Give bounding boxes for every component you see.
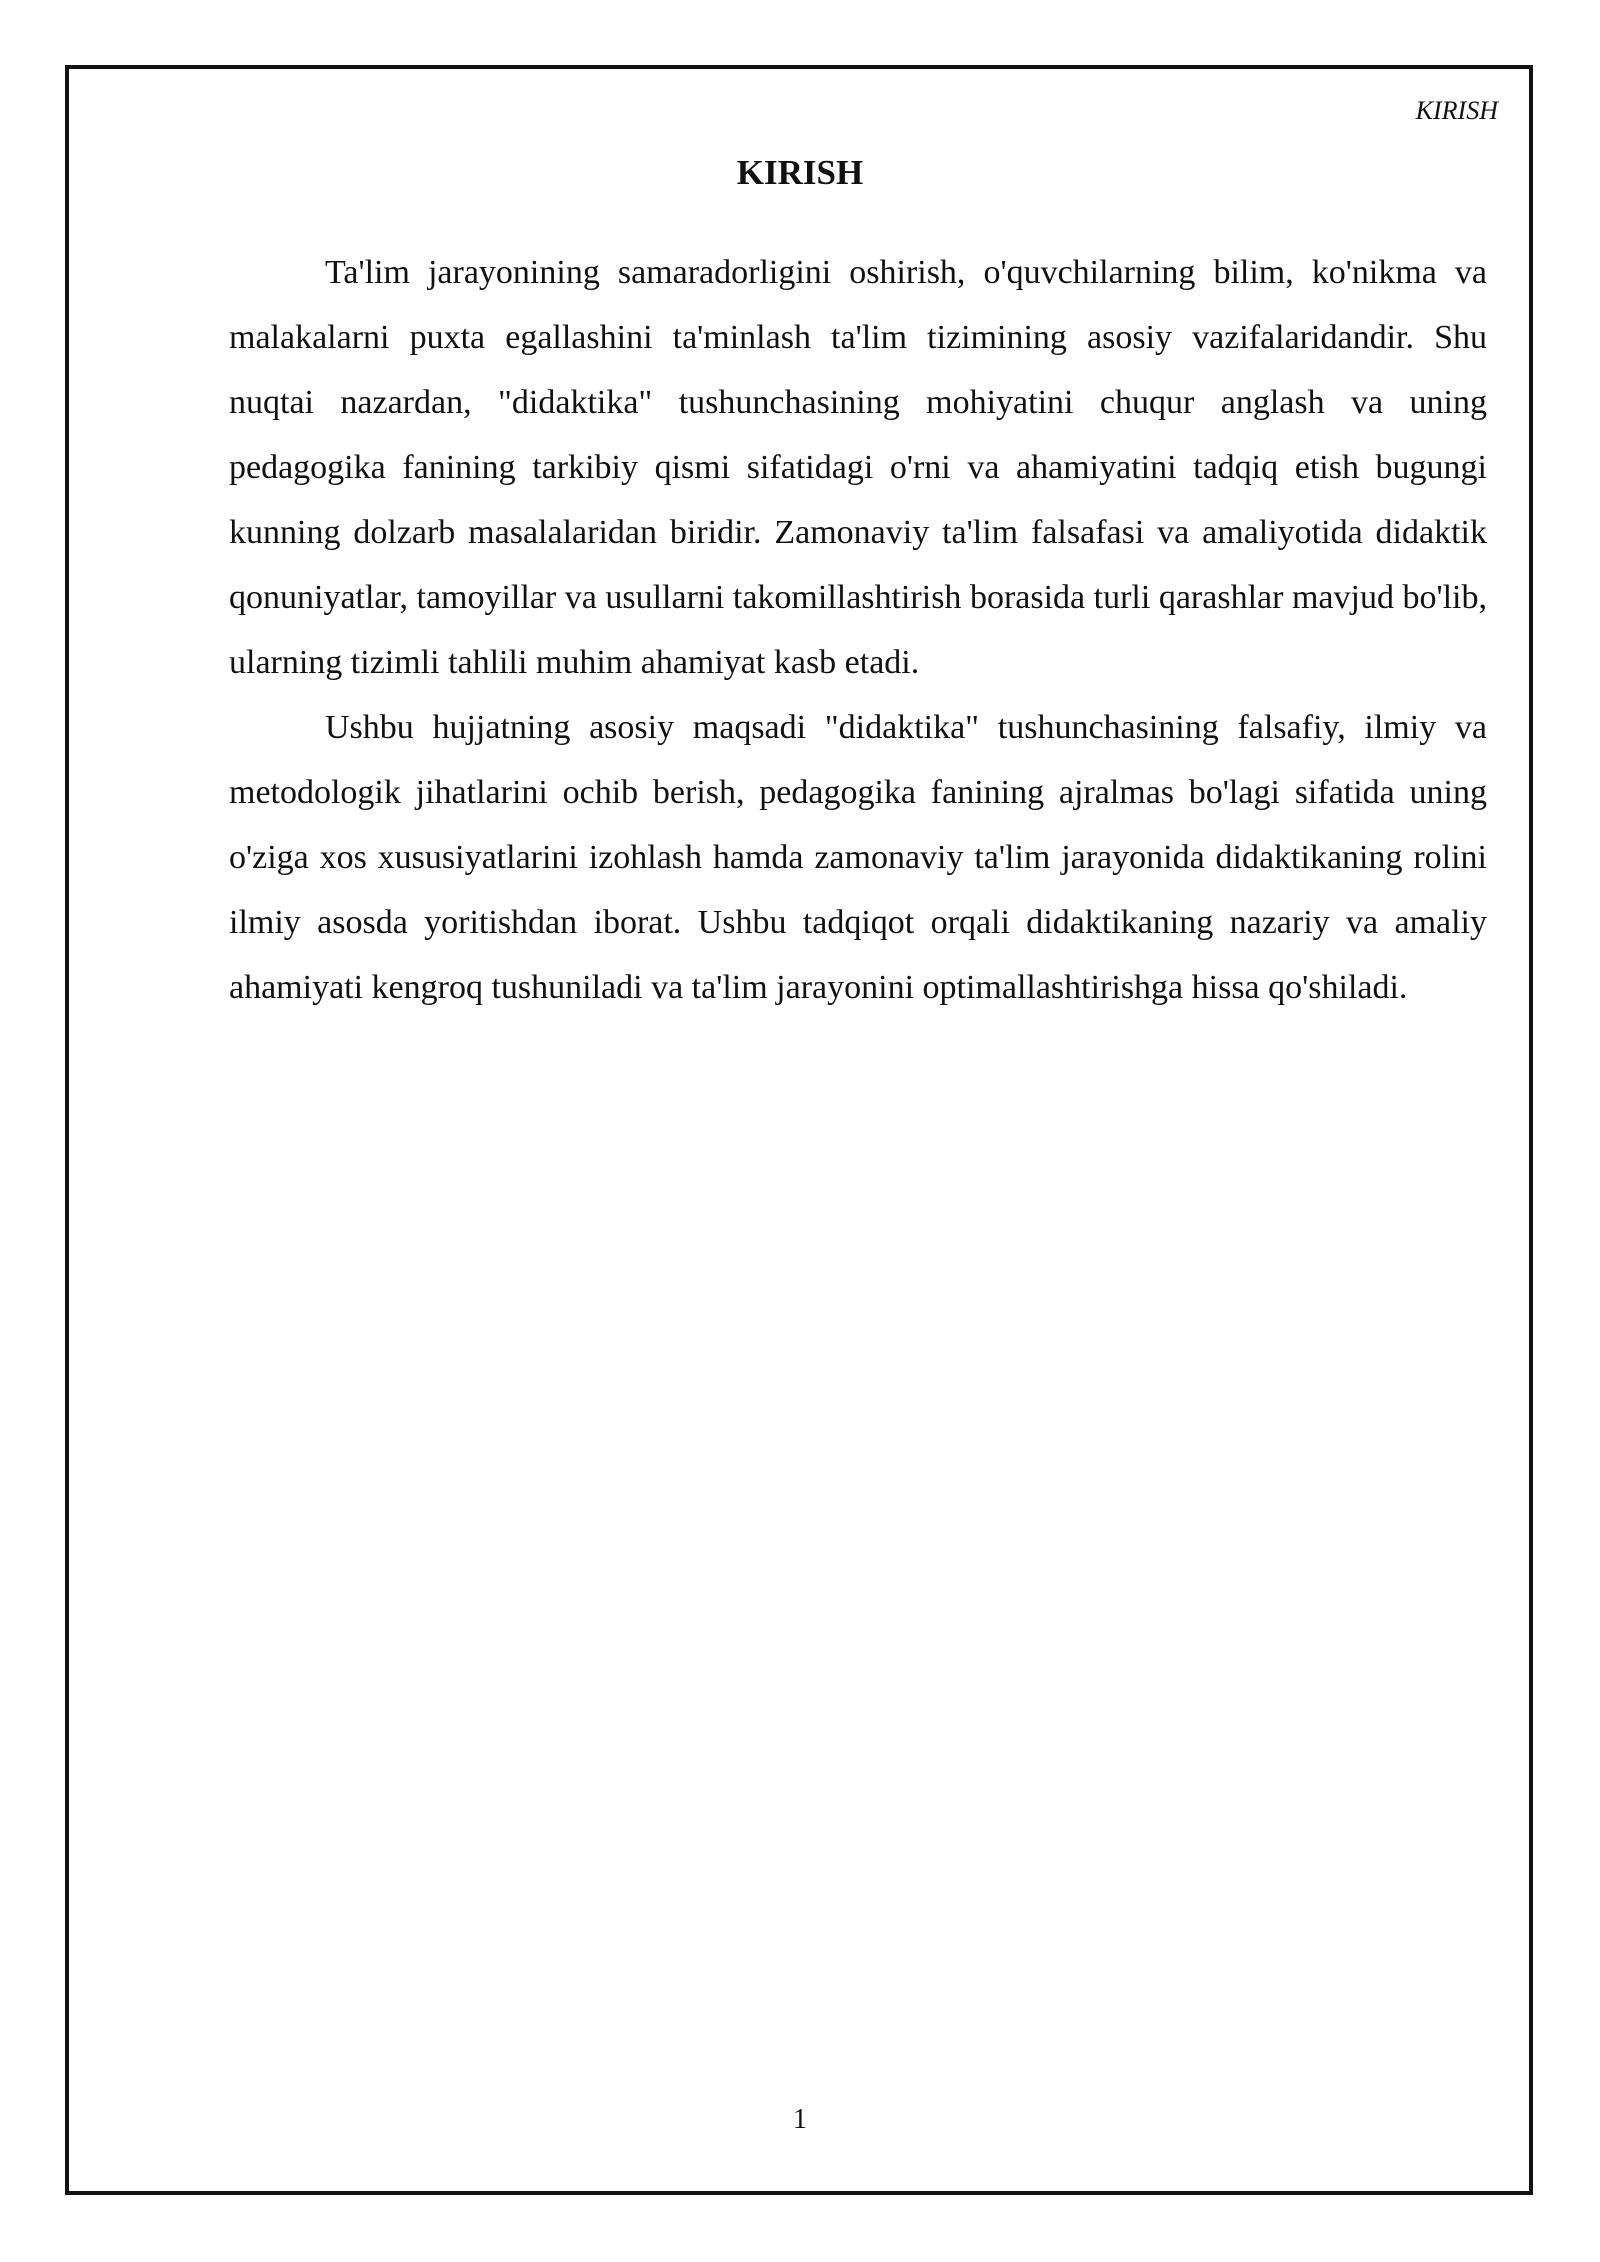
running-header: KIRISH xyxy=(1415,96,1498,125)
paragraph-2: Ushbu hujjatning asosiy maqsadi "didaktika" tushunchasining falsafiy, ilmiy va metodologik jihatlarini ochib berish, pedagogika fanining ajralmas bo'lagi sifatida uning o'ziga xos xususiyatlarini izohlash hamda zamonaviy ta'lim jarayonida didaktikaning rolini ilmiy asosda yoritishdan iborat. Ushbu tadqiqot orqali didaktikaning nazariy va amaliy ahamiyati kengroq tushuniladi va ta'lim jarayonini optimallashtirishga hissa qo'shiladi. xyxy=(229,709,1487,1006)
page-title: KIRISH xyxy=(736,153,864,192)
page-number: 1 xyxy=(793,2104,807,2135)
body-text xyxy=(229,240,1487,1020)
paragraph-1: Ta'lim jarayonining samaradorligini oshirish, o'quvchilarning bilim, ko'nikma va malakalarni puxta egallashini ta'minlash ta'lim tizimining asosiy vazifalaridandir. Shu nuqtai nazardan, "didaktika" tushunchasining mohiyatini chuqur anglash va uning pedagogika fanining tarkibiy qismi sifatidagi o'rni va ahamiyatini tadqiq etish bugungi kunning dolzarb masalalaridan biridir. Zamonaviy ta'lim falsafasi va amaliyotida didaktik qonuniyatlar, tamoyillar va usullarni takomillashtirish borasida turli qarashlar mavjud bo'lib, ularning tizimli tahlili muhim ahamiyat kasb etadi. xyxy=(229,254,1487,681)
